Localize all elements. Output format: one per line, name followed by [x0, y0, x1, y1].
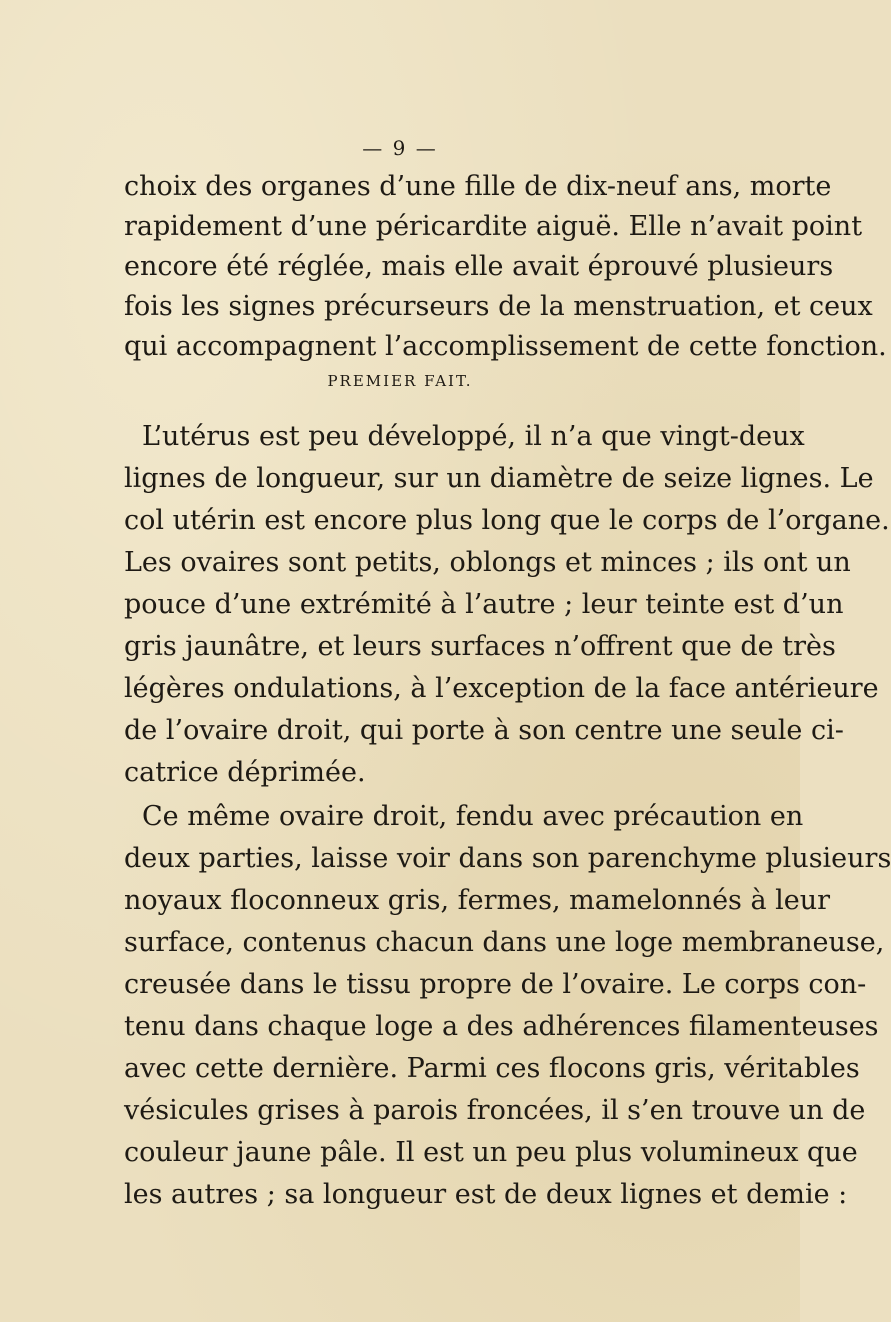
paragraph2-line-5: creusée dans le tissu propre de l’ovaire. Le corps con- [124, 969, 867, 1000]
paragraph1-line-3: col utérin est encore plus long que le corps de l’organe. [124, 505, 890, 536]
paragraph2-line-9: couleur jaune pâle. Il est un peu plus volumineux que [124, 1137, 858, 1168]
intro-line-2: rapidement d’une péricardite aiguë. Elle n’avait point [124, 211, 863, 242]
intro-line-4: fois les signes précurseurs de la menstruation, et ceux [124, 291, 873, 322]
page-number: — 9 — [362, 136, 438, 160]
paragraph2-line-7: avec cette dernière. Parmi ces flocons gris, véritables [124, 1053, 860, 1084]
paragraph1-line-6: gris jaunâtre, et leurs surfaces n’offrent que de très [124, 631, 836, 662]
paragraph1-line-5: pouce d’une extrémité à l’autre ; leur teinte est d’un [124, 589, 844, 620]
paragraph2-line-1: Ce même ovaire droit, fendu avec précaution en [142, 801, 804, 832]
paragraph1-line-7: légères ondulations, à l’exception de la face antérieure [124, 673, 879, 704]
section-heading: PREMIER FAIT. [327, 372, 473, 390]
paragraph2-line-2: deux parties, laisse voir dans son parenchyme plusieurs [124, 843, 891, 874]
paragraph1-line-9: catrice déprimée. [124, 757, 366, 788]
intro-line-3: encore été réglée, mais elle avait éprouvé plusieurs [124, 251, 834, 282]
paragraph2-line-8: vésicules grises à parois froncées, il s’en trouve un de [124, 1095, 866, 1126]
paragraph2-line-4: surface, contenus chacun dans une loge membraneuse, [124, 927, 885, 958]
paragraph1-line-1: L’utérus est peu développé, il n’a que vingt-deux [142, 421, 805, 452]
paragraph2-line-3: noyaux floconneux gris, fermes, mamelonnés à leur [124, 885, 831, 916]
paragraph1-line-4: Les ovaires sont petits, oblongs et minces ; ils ont un [124, 547, 851, 578]
paragraph2-line-6: tenu dans chaque loge a des adhérences filamenteuses [124, 1011, 879, 1042]
intro-line-5: qui accompagnent l’accomplissement de cette fonction. [124, 331, 887, 362]
paragraph1-line-2: lignes de longueur, sur un diamètre de seize lignes. Le [124, 463, 874, 494]
intro-line-1: choix des organes d’une fille de dix-neuf ans, morte [124, 171, 832, 202]
paragraph2-line-10: les autres ; sa longueur est de deux lignes et demie : [124, 1179, 848, 1210]
paragraph1-line-8: de l’ovaire droit, qui porte à son centre une seule ci- [124, 715, 844, 746]
